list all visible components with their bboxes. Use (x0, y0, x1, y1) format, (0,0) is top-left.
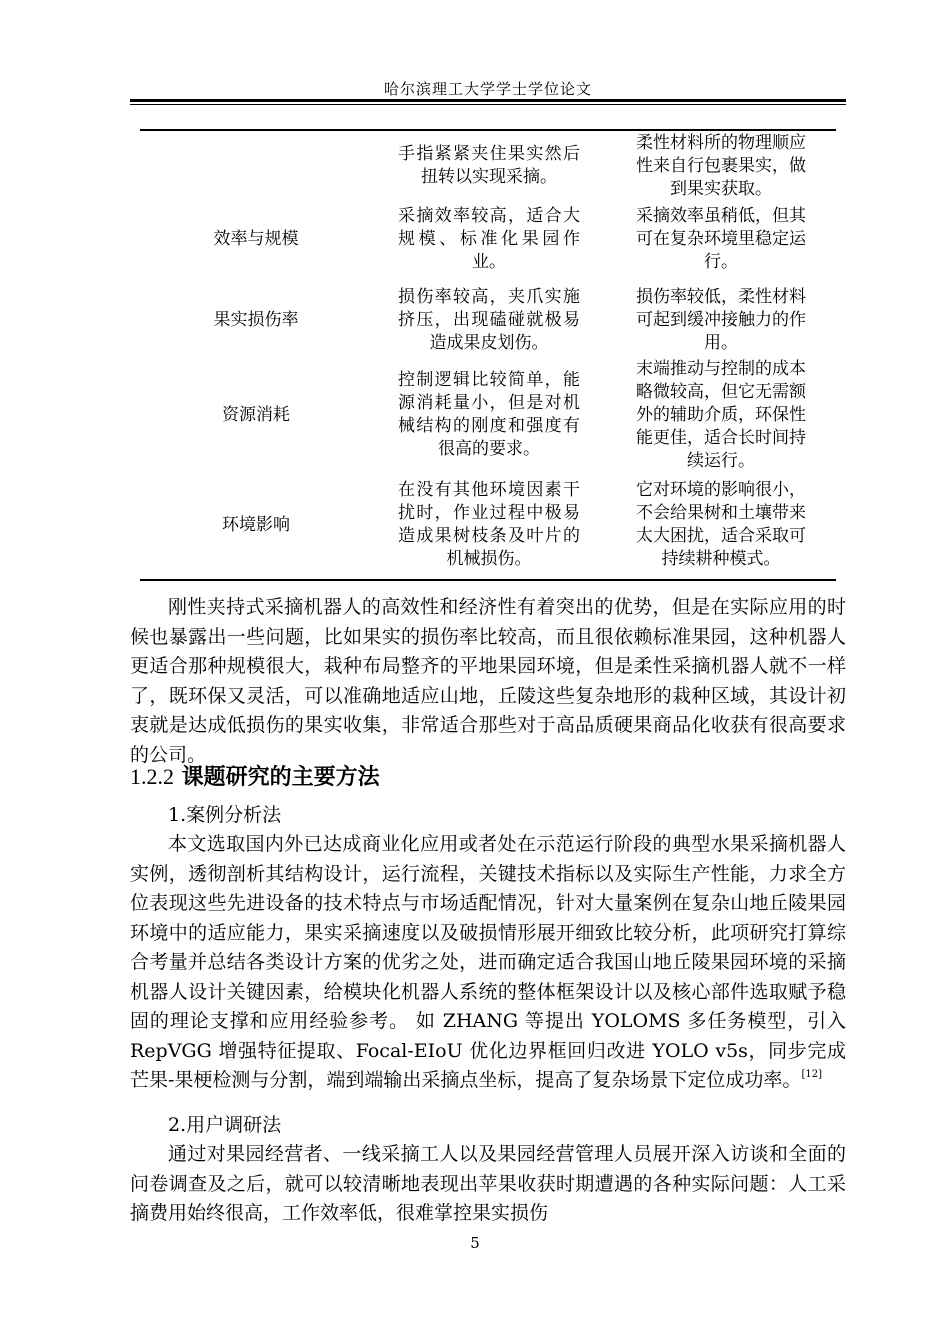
header-rule-thick (130, 99, 846, 102)
row-label: 资源消耗 (222, 404, 290, 425)
paragraph: 刚性夹持式采摘机器人的高效性和经济性有着突出的优势，但是在实际应用的时候也暴露出一些问题，比如果实的损伤率比较高，而且很依赖标准果园，这种机器人更适合那种规模很大，栽种布局整齐的平地果园环境，但是柔性采摘机器人就不一样了，既环保又灵活，可以准确地适应山地，丘陵这些复杂地形的栽种区域，其设计初衷就是达成低损伤的果实收集，非常适合那些对于高品质硬果商品化收获有很高要求的公司。 (130, 596, 846, 766)
table-row (140, 467, 836, 583)
paragraph-text: 本文选取国内外已达成商业化应用或者处在示范运行阶段的典型水果采摘机器人实例，透彻剖析其结构设计，运行流程，关键技术指标以及实际生产性能，力求全方位表现这些先进设备的技术特点与市场适配情况，针对大量案例在复杂山地丘陵果园环境中的适应能力，果实采摘速度以及破损情形展开细致比较分析，此项研究打算综合考量并总结各类设计方案的优劣之处，进而确定适合我国山地丘陵果园环境的采摘机器人设计关键因素，给模块化机器人系统的整体框架设计以及核心部件选取赋予稳固的理论支撑和应用经验参考。 如 ZHANG 等提出 YOLOMS 多任务模型，引入 RepVGG 增强特征提取、Focal-EIoU 优化边界框回归改进 YOLO v5s，同步完成芒果-果梗检测与分割，端到端输出采摘点坐标，提高了复杂场景下定位成功率。 (130, 833, 846, 1091)
page-number: 5 (470, 1234, 480, 1252)
soft-cell: 末端推动与控制的成本略微较高，但它无需额外的辅助介质，环保性能更佳，适合长时间持续运行。 (636, 358, 806, 471)
rigid-cell: 采摘效率较高，适合大规模、标准化果园作业。 (398, 205, 580, 272)
method-heading: 1.案例分析法 (168, 804, 282, 826)
rigid-cell: 手指紧紧夹住果实然后扭转以实现采摘。 (398, 144, 580, 187)
soft-cell: 柔性材料所的物理顺应性来自行包裹果实，做到果实获取。 (636, 132, 806, 199)
rigid-cell: 损伤率较高，夹爪实施挤压，出现磕碰就极易造成果皮划伤。 (398, 286, 580, 353)
soft-cell: 采摘效率虽稍低，但其可在复杂环境里稳定运行。 (636, 205, 806, 272)
running-header: 哈尔滨理工大学学士学位论文 (383, 80, 592, 98)
row-label: 环境影响 (222, 514, 290, 535)
citation: [12] (801, 1069, 822, 1080)
paragraph: 通过对果园经营者、一线采摘工人以及果园经营管理人员展开深入访谈和全面的问卷调查及之后，就可以较清晰地表现出苹果收获时期遭遇的各种实际问题：人工采摘费用始终很高，工作效率低，很难掌控果实损伤 (130, 1143, 846, 1224)
section-title: 课题研究的主要方法 (181, 765, 380, 790)
section-heading (130, 760, 380, 791)
table-row (140, 357, 836, 473)
table-row (140, 204, 836, 274)
rigid-cell: 在没有其他环境因素干扰时，作业过程中极易造成果树枝条及叶片的机械损伤。 (398, 480, 580, 569)
row-label: 果实损伤率 (213, 309, 299, 330)
header-rule-thin (130, 104, 846, 105)
table-bottom-rule (140, 579, 836, 581)
paragraph (130, 830, 846, 1096)
rigid-cell: 控制逻辑比较简单，能源消耗量小，但是对机械结构的刚度和强度有很高的要求。 (398, 370, 580, 459)
row-label: 效率与规模 (213, 228, 299, 249)
soft-cell: 损伤率较低，柔性材料可起到缓冲接触力的作用。 (636, 286, 806, 353)
table-row (140, 285, 836, 355)
row-label (140, 133, 372, 199)
method-heading: 2.用户调研法 (168, 1114, 282, 1136)
table-row (140, 133, 836, 199)
section-number: 1.2.2 (130, 764, 174, 789)
soft-cell: 它对环境的影响很小，不会给果树和土壤带来太大困扰，适合采取可持续耕种模式。 (636, 480, 806, 569)
